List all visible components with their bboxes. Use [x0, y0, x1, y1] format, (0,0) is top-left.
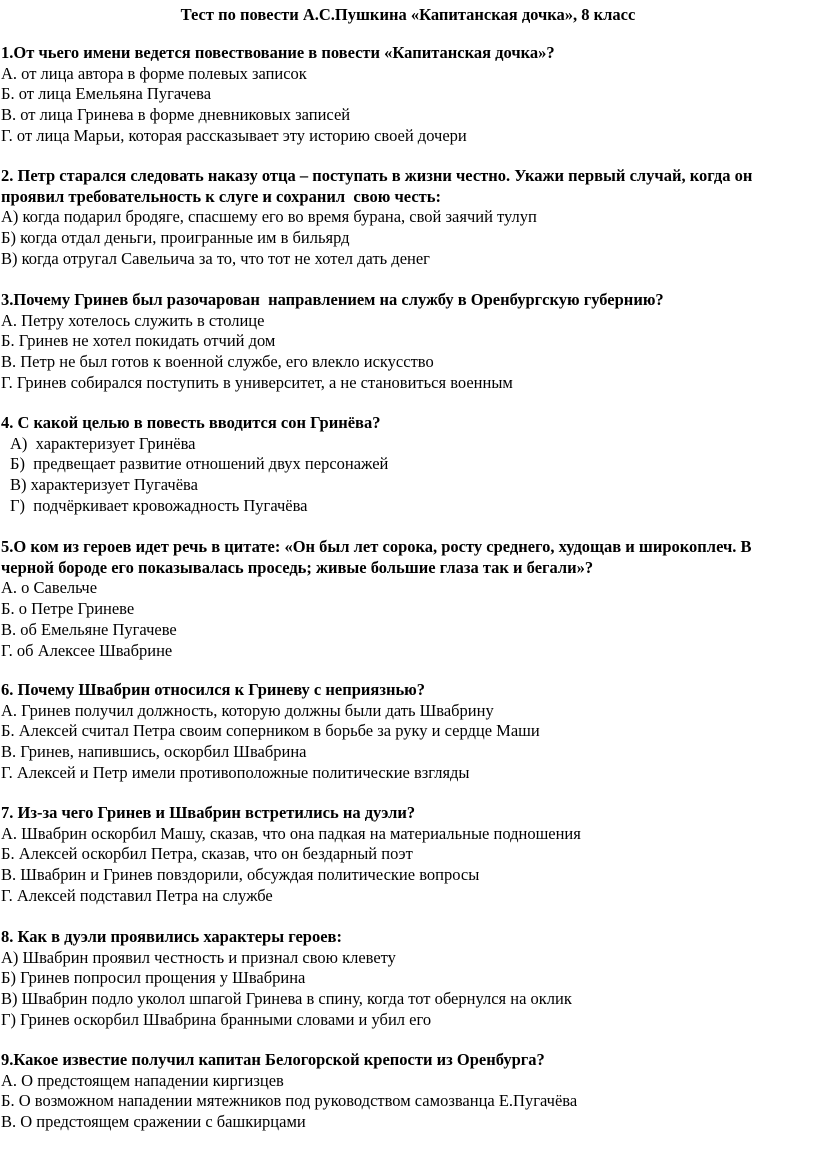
answer-option: В. Гринев, напившись, оскорбил Швабрина [1, 742, 307, 762]
question-text: 5.О ком из героев идет речь в цитате: «Он был лет сорока, росту среднего, худощав и широкоплеч. В черной бороде его показывалась проседь; живые большие глаза так и бегали»? [1, 537, 756, 577]
question-text: 3.Почему Гринев был разочарован направлением на службу в Оренбургскую губернию? [1, 290, 664, 309]
answer-option: Б. от лица Емельяна Пугачева [1, 84, 212, 104]
answer-option: Б) предвещает развитие отношений двух персонажей [10, 454, 389, 474]
page-title: Тест по повести А.С.Пушкина «Капитанская дочка», 8 класс [180, 5, 636, 24]
answer-option: А. Швабрин оскорбил Машу, сказав, что она падкая на материальные подношения [1, 823, 581, 843]
answer-option: А. Петру хотелось служить в столице [1, 310, 265, 330]
question-text: 9.Какое известие получил капитан Белогорской крепости из Оренбурга? [1, 1050, 545, 1069]
answer-option: Г. об Алексее Швабрине [1, 640, 173, 660]
answer-option: Б. О возможном нападении мятежников под руководством самозванца Е.Пугачёва [1, 1091, 578, 1111]
answer-option: А. от лица автора в форме полевых записок [1, 63, 307, 83]
question-text: 1.От чьего имени ведется повествование в повести «Капитанская дочка»? [1, 43, 555, 62]
answer-option: Г. от лица Марьи, которая рассказывает эту историю своей дочери [1, 125, 467, 145]
answer-option: В. от лица Гринева в форме дневниковых записей [1, 105, 351, 125]
answer-option: В) характеризует Пугачёва [10, 475, 198, 495]
answer-option: А. о Савельче [1, 578, 98, 598]
question-text: 7. Из-за чего Гринев и Швабрин встретились на дуэли? [1, 803, 416, 822]
answer-option: Г) подчёркивает кровожадность Пугачёва [10, 495, 308, 515]
question-text: 4. С какой целью в повесть вводится сон Гринёва? [1, 413, 381, 432]
answer-option: Г. Алексей подставил Петра на службе [1, 885, 273, 905]
answer-option: Б. Алексей считал Петра своим соперником в борьбе за руку и сердце Маши [1, 721, 540, 741]
question-4 [0, 413, 808, 517]
question-5 [0, 537, 808, 661]
answer-option: Б. Гринев не хотел покидать отчий дом [1, 331, 276, 351]
question-1 [0, 43, 808, 147]
answer-option: А) Швабрин проявил честность и признал свою клевету [1, 947, 396, 967]
question-7 [0, 803, 808, 907]
answer-option: Г) Гринев оскорбил Швабрина бранными словами и убил его [1, 1009, 432, 1029]
answer-option: В. об Емельяне Пугачеве [1, 619, 177, 639]
question-2 [0, 166, 808, 270]
answer-option: А) характеризует Гринёва [10, 433, 196, 453]
question-8 [0, 927, 808, 1031]
answer-option: Б. Алексей оскорбил Петра, сказав, что он бездарный поэт [1, 844, 413, 864]
question-9 [0, 1050, 808, 1133]
question-text: 8. Как в дуэли проявились характеры героев: [1, 927, 342, 946]
answer-option: В. О предстоящем сражении с башкирцами [1, 1112, 306, 1132]
question-6 [0, 680, 808, 784]
answer-option: В) когда отругал Савельича за то, что тот не хотел дать денег [1, 248, 430, 268]
answer-option: В. Петр не был готов к военной службе, его влекло искусство [1, 352, 434, 372]
question-text: 2. Петр старался следовать наказу отца – поступать в жизни честно. Укажи первый случай, когда он проявил требовательность к слуге и сохранил свою честь: [1, 166, 757, 206]
answer-option: Г. Алексей и Петр имели противоположные политические взгляды [1, 762, 470, 782]
answer-option: Б. о Петре Гриневе [1, 599, 135, 619]
answer-option: Г. Гринев собирался поступить в университет, а не становиться военным [1, 372, 513, 392]
answer-option: Б) когда отдал деньги, проигранные им в бильярд [1, 228, 350, 248]
answer-option: В. Швабрин и Гринев повздорили, обсуждая политические вопросы [1, 865, 480, 885]
answer-option: Б) Гринев попросил прощения у Швабрина [1, 968, 306, 988]
answer-option: А) когда подарил бродяге, спасшему его во время бурана, свой заячий тулуп [1, 207, 537, 227]
question-text: 6. Почему Швабрин относился к Гриневу с неприязнью? [1, 680, 426, 699]
answer-option: А. Гринев получил должность, которую должны были дать Швабрину [1, 700, 494, 720]
answer-option: А. О предстоящем нападении киргизцев [1, 1070, 284, 1090]
answer-option: В) Швабрин подло уколол шпагой Гринева в спину, когда тот обернулся на оклик [1, 989, 572, 1009]
question-3 [0, 290, 808, 394]
